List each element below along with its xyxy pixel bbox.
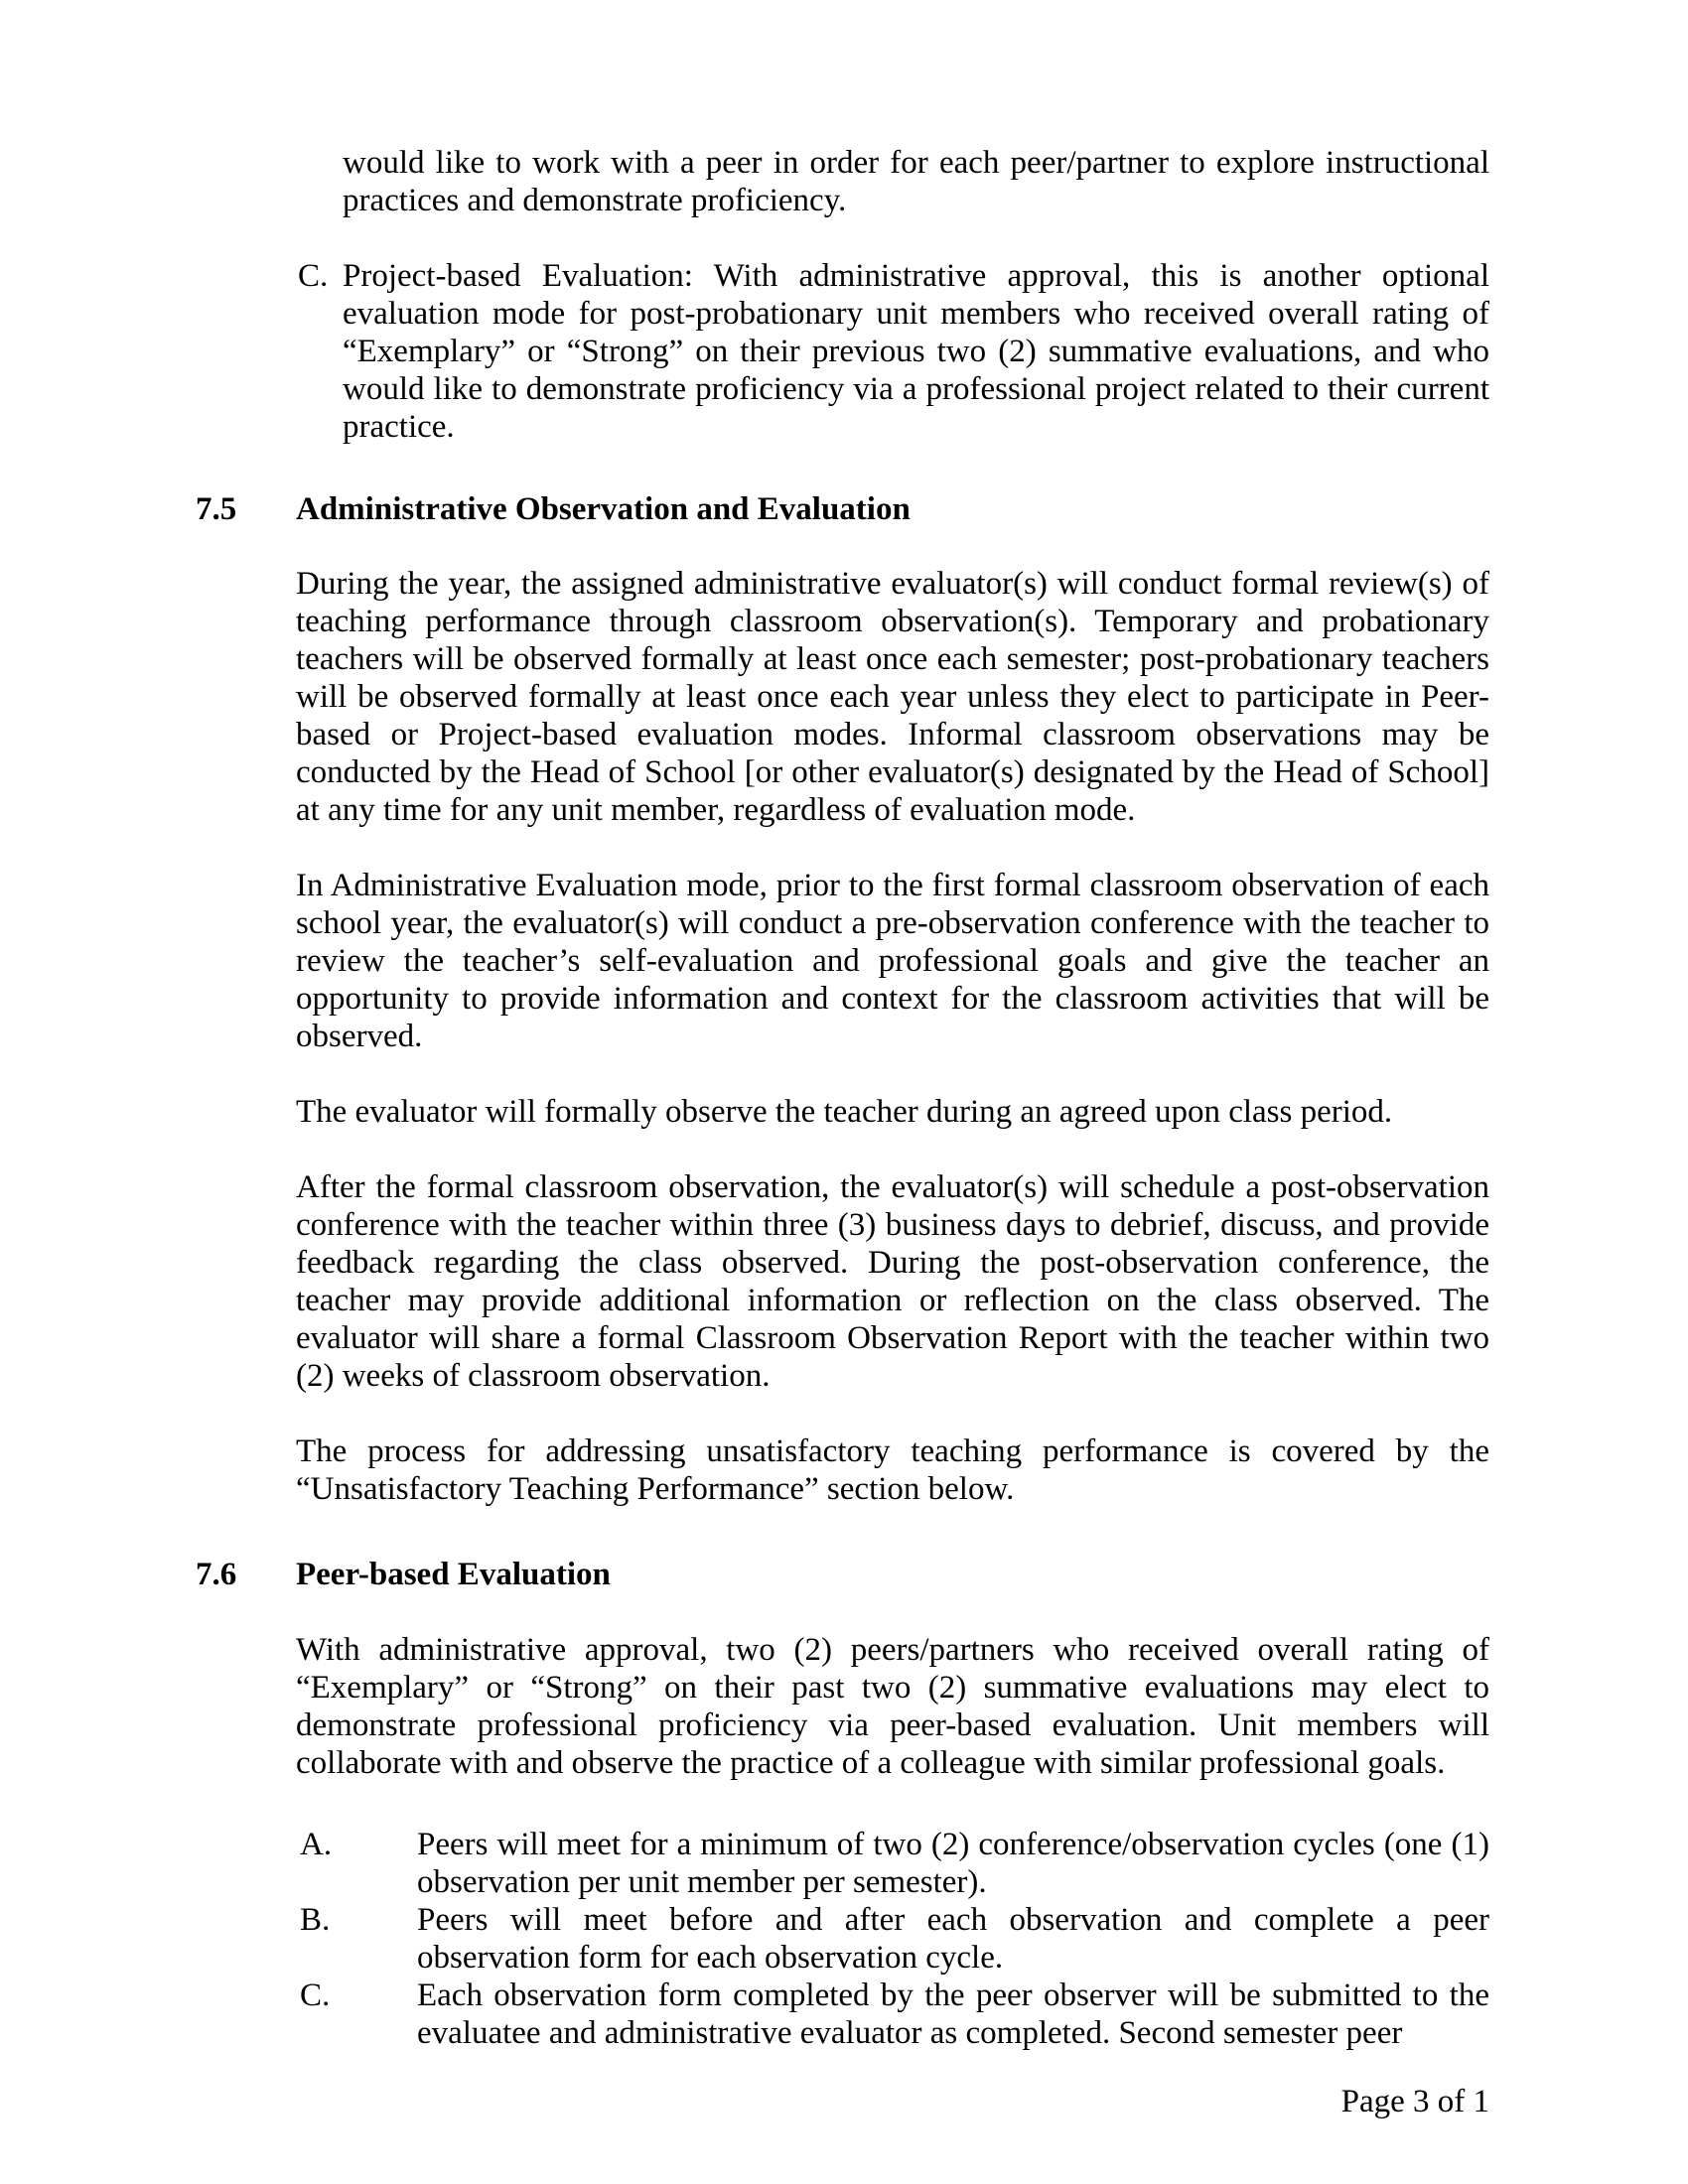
paragraph-unsatisfactory-reference: The process for addressing unsatisfactory teaching performance is covered by the “Unsatisfactory Teaching Performance” section below. (296, 1433, 1489, 1507)
paragraph-formal-observation: The evaluator will formally observe the teacher during an agreed upon class period. (296, 1094, 1393, 1130)
section-title: Administrative Observation and Evaluation (296, 491, 911, 527)
section-title: Peer-based Evaluation (296, 1557, 611, 1592)
project-evaluation-item (298, 257, 1489, 446)
paragraph-pre-observation: In Administrative Evaluation mode, prior to the first formal classroom observation of each school year, the evaluator(s) will conduct a pre-observation conference with the teacher to review the teacher’s self-evaluation and professional goals and give the teacher an opportunity to provide information and context for the classroom activities that will be observed. (296, 868, 1489, 1054)
item-body: Each observation form completed by the peer observer will be submitted to the evaluatee and administrative evaluator as completed. Second semester peer (417, 1978, 1489, 2051)
page-number: Page 3 of 1 (1340, 2084, 1489, 2119)
item-marker: C. (298, 258, 329, 294)
item-body: Project-based Evaluation: With administrative approval, this is another optional evaluation mode for post-probationary unit members who received overall rating of “Exemplary” or “Strong” on their previous two (2) summative evaluations, and who would like to demonstrate proficiency via a professional project related to their current practice. (343, 258, 1489, 445)
paragraph-peer-approval: With administrative approval, two (2) peers/partners who received overall rating of “Exemplary” or “Strong” on their past two (2) summative evaluations may elect to demonstrate professional proficiency via peer-based evaluation. Unit members will collaborate with and observe the practice of a colleague with similar professional goals. (296, 1632, 1489, 1781)
section-heading-7-6 (196, 1556, 1688, 1593)
peer-evaluation-list (300, 1826, 1489, 2052)
item-body: Peers will meet before and after each observation and complete a peer observation form for each observation cycle. (417, 1902, 1489, 1976)
item-body: Peers will meet for a minimum of two (2) conference/observation cycles (one (1) observation per unit member per semester). (417, 1827, 1489, 1900)
section-heading-7-5 (196, 490, 1688, 528)
paragraph-post-observation: After the formal classroom observation, the evaluator(s) will schedule a post-observation conference with the teacher within three (3) business days to debrief, discuss, and provide feedback regarding the class observed. During the post-observation conference, the teacher may provide additional information or reflection on the class observed. The evaluator will share a formal Classroom Observation Report with the teacher within two (2) weeks of classroom observation. (296, 1169, 1489, 1394)
section-number: 7.5 (196, 491, 237, 527)
section-number: 7.6 (196, 1557, 237, 1592)
item-marker: B. (300, 1902, 331, 1938)
paragraph-administrative-overview: During the year, the assigned administrative evaluator(s) will conduct formal review(s) of teaching performance through classroom observation(s). Temporary and probationary teachers will be observed formally at least once each semester; post-probationary teachers will be observed formally at least once each year unless they elect to participate in Peer-based or Project-based evaluation modes. Informal classroom observations may be conducted by the Head of School [or other evaluator(s) designated by the Head of School] at any time for any unit member, regardless of evaluation mode. (296, 566, 1489, 828)
list-item-b (300, 1901, 1489, 1977)
list-item-a (300, 1826, 1489, 1901)
item-marker: C. (300, 1978, 331, 2013)
continuation-paragraph: would like to work with a peer in order for each peer/partner to explore instructional practices and demonstrate proficiency. (343, 145, 1489, 218)
list-item-c (300, 1977, 1489, 2052)
item-marker: A. (300, 1827, 333, 1862)
